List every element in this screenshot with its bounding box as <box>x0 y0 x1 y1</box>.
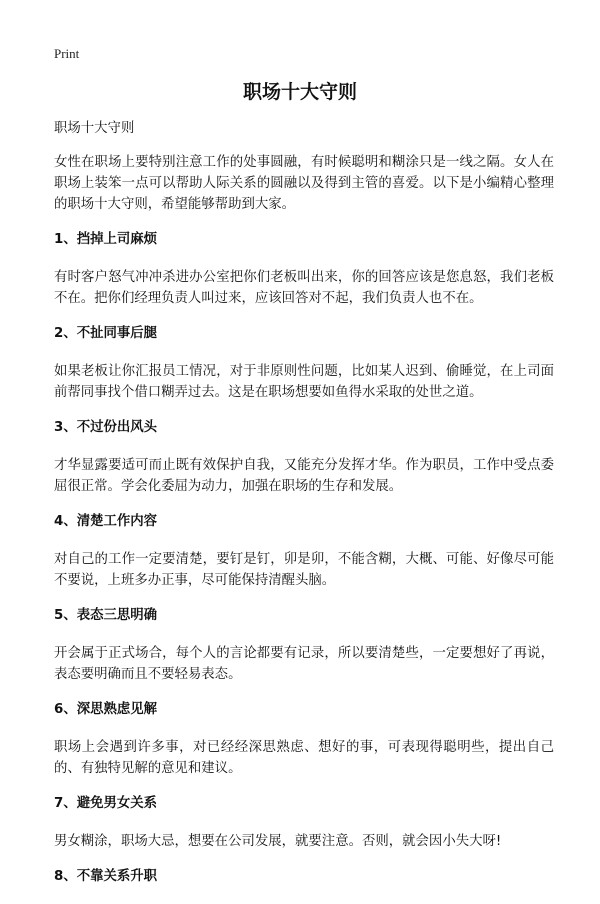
section-body: 对自己的工作一定要清楚，要钉是钉，卯是卯，不能含糊，大概、可能、好像尽可能不要说，上班多办正事，尽可能保持清醒头脑。 <box>54 552 554 588</box>
section-3 <box>54 417 554 497</box>
section-heading: 7、避免男女关系 <box>54 796 158 811</box>
section-heading: 8、不靠关系升职 <box>54 869 158 884</box>
section-body: 开会属于正式场合，每个人的言论都要有记录，所以要清楚些，一定要想好了再说，表态要明确而且不要轻易表态。 <box>54 646 554 682</box>
section-body: 职场上会遇到许多事，对已经经深思熟虑、想好的事，可表现得聪明些，提出自己的、有独特见解的意见和建议。 <box>54 740 554 776</box>
article-content <box>54 118 554 904</box>
section-1 <box>54 229 554 309</box>
page-title: 职场十大守则 <box>242 81 357 103</box>
section-heading: 4、清楚工作内容 <box>54 514 158 529</box>
section-body: 有时客户怒气冲冲杀进办公室把你们老板叫出来，你的回答应该是您息怒，我们老板不在。把你们经理负责人叫过来，应该回答对不起，我们负责人也不在。 <box>54 270 554 306</box>
section-heading: 5、表态三思明确 <box>54 608 158 623</box>
article-intro: 女性在职场上要特别注意工作的处事圆融，有时候聪明和糊涂只是一线之隔。女人在职场上装笨一点可以帮助人际关系的圆融以及得到主管的喜爱。以下是小编精心整理的职场十大守则，希望能够帮助到大家。 <box>54 155 554 212</box>
section-heading: 1、挡掉上司麻烦 <box>54 232 158 247</box>
section-6 <box>54 699 554 779</box>
article-subtitle: 职场十大守则 <box>54 121 135 136</box>
section-heading: 2、不扯同事后腿 <box>54 326 158 341</box>
section-4 <box>54 511 554 591</box>
section-7 <box>54 793 554 852</box>
section-heading: 6、深思熟虑见解 <box>54 702 158 717</box>
section-heading: 3、不过份出风头 <box>54 420 158 435</box>
section-2 <box>54 323 554 403</box>
print-link[interactable]: Print <box>54 46 80 61</box>
section-body: 才华显露要适可而止既有效保护自我，又能充分发挥才华。作为职员，工作中受点委屈很正常。学会化委屈为动力，加强在职场的生存和发展。 <box>54 458 554 494</box>
section-body: 如果老板让你汇报员工情况，对于非原则性问题，比如某人迟到、偷睡觉，在上司面前帮同事找个借口糊弄过去。这是在职场想要如鱼得水采取的处世之道。 <box>54 364 554 400</box>
section-8 <box>54 866 554 887</box>
section-5 <box>54 605 554 685</box>
section-body: 男女糊涂，职场大忌，想要在公司发展，就要注意。否则，就会因小失大呀! <box>54 834 502 849</box>
